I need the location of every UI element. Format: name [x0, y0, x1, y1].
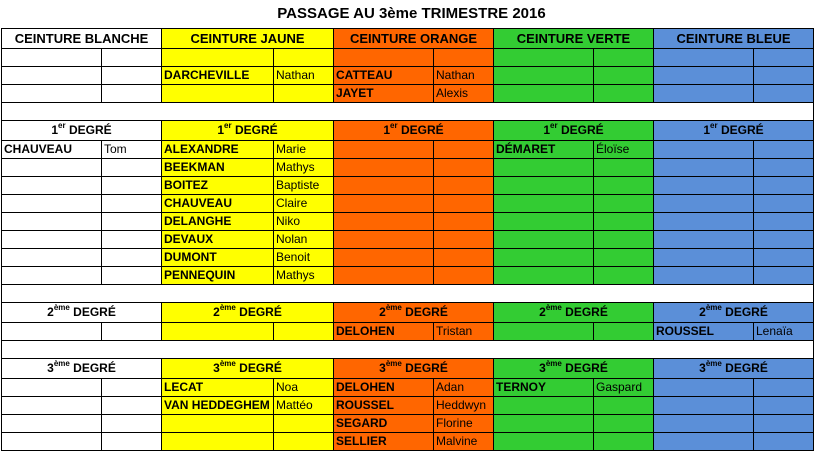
degree-number: 2: [379, 305, 386, 319]
degree-word: DEGRÉ: [234, 123, 278, 137]
student-firstname: [434, 177, 494, 195]
student-firstname: [102, 231, 162, 249]
student-lastname: [494, 433, 594, 451]
student-lastname: [654, 267, 754, 285]
belt-header-row: [2, 29, 814, 49]
student-lastname: [2, 213, 102, 231]
student-lastname: SEGARD: [334, 415, 434, 433]
student-row: [2, 267, 814, 285]
degree-header-row: [2, 359, 814, 379]
student-firstname: [434, 159, 494, 177]
student-firstname: [754, 195, 814, 213]
student-row: [2, 323, 814, 341]
student-lastname: [162, 415, 274, 433]
degree-suffix: ème: [53, 303, 70, 312]
student-row: [2, 67, 814, 85]
belt-header-white: CEINTURE BLANCHE: [2, 29, 162, 49]
student-firstname: [274, 433, 334, 451]
student-lastname: ROUSSEL: [334, 397, 434, 415]
student-firstname: [754, 267, 814, 285]
student-lastname: [2, 379, 102, 397]
degree-header-cell: [494, 359, 654, 379]
student-lastname: [2, 67, 102, 85]
student-lastname: TERNOY: [494, 379, 594, 397]
degree-word: DEGRÉ: [405, 305, 448, 319]
student-lastname: [162, 433, 274, 451]
degree-word: DEGRÉ: [405, 361, 448, 375]
degree-word: DEGRÉ: [565, 305, 608, 319]
student-lastname: [654, 67, 754, 85]
student-lastname: [654, 379, 754, 397]
student-firstname: [594, 177, 654, 195]
student-firstname: [754, 213, 814, 231]
degree-word: DEGRÉ: [73, 361, 116, 375]
student-firstname: [594, 213, 654, 231]
student-firstname: [102, 267, 162, 285]
student-lastname: [494, 195, 594, 213]
degree-header-cell: [654, 121, 814, 141]
student-firstname: Baptiste: [274, 177, 334, 195]
student-lastname: DEVAUX: [162, 231, 274, 249]
student-lastname: [2, 177, 102, 195]
student-firstname: [754, 177, 814, 195]
degree-header-cell: [2, 359, 162, 379]
student-lastname: [494, 159, 594, 177]
spacer-row: [2, 103, 814, 121]
student-lastname: [162, 323, 274, 341]
degree-suffix: ème: [219, 359, 236, 368]
belt-header-green: CEINTURE VERTE: [494, 29, 654, 49]
degree-suffix: ème: [219, 303, 236, 312]
degree-suffix: ème: [705, 303, 722, 312]
student-lastname: [162, 85, 274, 103]
page-title: PASSAGE AU 3ème TRIMESTRE 2016: [277, 5, 546, 22]
student-firstname: Nathan: [434, 67, 494, 85]
student-lastname: PENNEQUIN: [162, 267, 274, 285]
degree-header-cell: [494, 303, 654, 323]
student-lastname: [2, 249, 102, 267]
student-firstname: [274, 323, 334, 341]
student-row: [2, 249, 814, 267]
student-firstname: Florine: [434, 415, 494, 433]
student-lastname: [494, 67, 594, 85]
student-firstname: Gaspard: [594, 379, 654, 397]
student-firstname: [102, 433, 162, 451]
student-firstname: [434, 141, 494, 159]
student-lastname: [654, 195, 754, 213]
student-firstname: [102, 85, 162, 103]
student-row: [2, 415, 814, 433]
student-lastname: [2, 195, 102, 213]
student-lastname: [2, 397, 102, 415]
student-firstname: [754, 249, 814, 267]
student-firstname: [102, 195, 162, 213]
student-lastname: [494, 231, 594, 249]
degree-word: DEGRÉ: [725, 361, 768, 375]
student-firstname: [274, 85, 334, 103]
belt-header-blue: CEINTURE BLEUE: [654, 29, 814, 49]
belt-grade-table: [1, 28, 814, 451]
student-lastname: [2, 267, 102, 285]
student-firstname: [594, 267, 654, 285]
degree-suffix: ème: [705, 359, 722, 368]
student-lastname: ALEXANDRE: [162, 141, 274, 159]
student-lastname: DARCHEVILLE: [162, 67, 274, 85]
degree-number: 1: [217, 123, 225, 137]
degree-number: 2: [539, 305, 546, 319]
degree-number: 3: [47, 361, 54, 375]
student-firstname: [434, 249, 494, 267]
student-firstname: [102, 397, 162, 415]
student-firstname: [754, 85, 814, 103]
student-row: [2, 141, 814, 159]
student-firstname: [754, 231, 814, 249]
student-firstname: [274, 415, 334, 433]
student-row: [2, 159, 814, 177]
student-firstname: [754, 67, 814, 85]
student-row: [2, 397, 814, 415]
degree-suffix: er: [58, 121, 66, 130]
student-firstname: [754, 159, 814, 177]
student-lastname: [334, 159, 434, 177]
student-lastname: [334, 177, 434, 195]
degree-header-cell: [494, 121, 654, 141]
student-firstname: [102, 415, 162, 433]
degree-word: DEGRÉ: [239, 305, 282, 319]
degree-suffix: ème: [53, 359, 70, 368]
student-firstname: [594, 195, 654, 213]
student-lastname: [2, 415, 102, 433]
student-firstname: Heddwyn: [434, 397, 494, 415]
student-lastname: LECAT: [162, 379, 274, 397]
student-firstname: [102, 177, 162, 195]
student-firstname: Marie: [274, 141, 334, 159]
degree-header-cell: [162, 359, 334, 379]
student-row: [2, 213, 814, 231]
student-firstname: [594, 159, 654, 177]
student-firstname: [434, 195, 494, 213]
student-firstname: Nolan: [274, 231, 334, 249]
degree-word: DEGRÉ: [560, 123, 604, 137]
student-row: [2, 49, 814, 67]
student-firstname: [102, 159, 162, 177]
student-lastname: CHAUVEAU: [2, 141, 102, 159]
spacer-cell: [2, 341, 814, 359]
degree-number: 3: [539, 361, 546, 375]
student-lastname: [654, 231, 754, 249]
student-lastname: SELLIER: [334, 433, 434, 451]
student-lastname: DÉMARET: [494, 141, 594, 159]
student-lastname: [494, 415, 594, 433]
student-firstname: Lenaïa: [754, 323, 814, 341]
student-lastname: [654, 177, 754, 195]
student-lastname: [494, 85, 594, 103]
degree-suffix: er: [550, 121, 558, 130]
degree-number: 2: [213, 305, 220, 319]
student-firstname: [102, 379, 162, 397]
degree-word: DEGRÉ: [720, 123, 764, 137]
spacer-row: [2, 341, 814, 359]
student-lastname: [334, 213, 434, 231]
student-firstname: Niko: [274, 213, 334, 231]
student-firstname: [434, 213, 494, 231]
student-row: [2, 379, 814, 397]
degree-suffix: ème: [545, 303, 562, 312]
belt-header-orange: CEINTURE ORANGE: [334, 29, 494, 49]
student-firstname: Noa: [274, 379, 334, 397]
student-lastname: [494, 49, 594, 67]
student-lastname: [2, 433, 102, 451]
student-row: [2, 195, 814, 213]
student-firstname: [594, 323, 654, 341]
student-lastname: [2, 231, 102, 249]
degree-header-row: [2, 303, 814, 323]
degree-header-cell: [654, 359, 814, 379]
student-lastname: [2, 159, 102, 177]
student-firstname: [754, 397, 814, 415]
student-firstname: Benoit: [274, 249, 334, 267]
degree-number: 2: [47, 305, 54, 319]
degree-number: 3: [699, 361, 706, 375]
student-firstname: [102, 323, 162, 341]
student-lastname: [2, 49, 102, 67]
student-firstname: [594, 415, 654, 433]
degree-number: 1: [543, 123, 551, 137]
student-firstname: Éloïse: [594, 141, 654, 159]
student-lastname: BEEKMAN: [162, 159, 274, 177]
student-lastname: [654, 49, 754, 67]
degree-suffix: ème: [545, 359, 562, 368]
degree-suffix: er: [224, 121, 232, 130]
student-lastname: [654, 415, 754, 433]
degree-number: 1: [703, 123, 711, 137]
student-lastname: [494, 397, 594, 415]
student-firstname: Claire: [274, 195, 334, 213]
degree-header-cell: [162, 303, 334, 323]
degree-word: DEGRÉ: [239, 361, 282, 375]
degree-suffix: ème: [385, 359, 402, 368]
degree-number: 2: [699, 305, 706, 319]
student-firstname: Mattéo: [274, 397, 334, 415]
student-firstname: [594, 49, 654, 67]
student-lastname: BOITEZ: [162, 177, 274, 195]
student-lastname: [334, 231, 434, 249]
student-lastname: [334, 195, 434, 213]
student-lastname: [2, 85, 102, 103]
student-lastname: [654, 159, 754, 177]
student-firstname: [594, 249, 654, 267]
student-firstname: [754, 379, 814, 397]
student-firstname: Alexis: [434, 85, 494, 103]
student-firstname: Malvine: [434, 433, 494, 451]
spacer-cell: [2, 103, 814, 121]
student-firstname: [594, 433, 654, 451]
belt-header-yellow: CEINTURE JAUNE: [162, 29, 334, 49]
student-lastname: [2, 323, 102, 341]
spacer-row: [2, 285, 814, 303]
student-lastname: CATTEAU: [334, 67, 434, 85]
degree-number: 3: [213, 361, 220, 375]
degree-number: 3: [379, 361, 386, 375]
student-firstname: [594, 231, 654, 249]
student-firstname: [754, 433, 814, 451]
degree-header-cell: [162, 121, 334, 141]
student-firstname: [434, 267, 494, 285]
student-lastname: JAYET: [334, 85, 434, 103]
student-firstname: [594, 397, 654, 415]
student-firstname: [434, 231, 494, 249]
spacer-cell: [2, 285, 814, 303]
student-firstname: [102, 49, 162, 67]
student-lastname: DELOHEN: [334, 379, 434, 397]
student-lastname: VAN HEDDEGHEM: [162, 397, 274, 415]
student-lastname: DELANGHE: [162, 213, 274, 231]
student-row: [2, 433, 814, 451]
degree-word: DEGRÉ: [68, 123, 112, 137]
student-lastname: [494, 267, 594, 285]
student-lastname: ROUSSEL: [654, 323, 754, 341]
degree-number: 1: [51, 123, 59, 137]
student-firstname: [102, 249, 162, 267]
student-lastname: DUMONT: [162, 249, 274, 267]
degree-suffix: ème: [385, 303, 402, 312]
degree-header-cell: [334, 121, 494, 141]
degree-word: DEGRÉ: [73, 305, 116, 319]
student-firstname: [754, 415, 814, 433]
student-firstname: [274, 49, 334, 67]
student-row: [2, 231, 814, 249]
student-lastname: [494, 213, 594, 231]
student-firstname: [754, 141, 814, 159]
degree-number: 1: [383, 123, 391, 137]
student-lastname: [654, 213, 754, 231]
student-lastname: [334, 249, 434, 267]
student-firstname: Tom: [102, 141, 162, 159]
student-lastname: [162, 49, 274, 67]
student-lastname: [654, 397, 754, 415]
student-lastname: [494, 249, 594, 267]
student-lastname: [334, 49, 434, 67]
degree-header-cell: [654, 303, 814, 323]
degree-header-row: [2, 121, 814, 141]
degree-word: DEGRÉ: [725, 305, 768, 319]
degree-suffix: er: [710, 121, 718, 130]
student-firstname: Mathys: [274, 267, 334, 285]
degree-word: DEGRÉ: [400, 123, 444, 137]
student-row: [2, 85, 814, 103]
student-lastname: [494, 177, 594, 195]
student-lastname: CHAUVEAU: [162, 195, 274, 213]
student-lastname: [494, 323, 594, 341]
student-lastname: [334, 267, 434, 285]
student-firstname: [594, 85, 654, 103]
student-firstname: [102, 213, 162, 231]
degree-word: DEGRÉ: [565, 361, 608, 375]
student-firstname: Adan: [434, 379, 494, 397]
student-firstname: [594, 67, 654, 85]
student-lastname: [654, 433, 754, 451]
student-firstname: Tristan: [434, 323, 494, 341]
student-firstname: [434, 49, 494, 67]
degree-header-cell: [2, 303, 162, 323]
degree-header-cell: [334, 303, 494, 323]
degree-header-cell: [2, 121, 162, 141]
degree-header-cell: [334, 359, 494, 379]
student-lastname: [654, 85, 754, 103]
student-firstname: [754, 49, 814, 67]
student-row: [2, 177, 814, 195]
student-lastname: [654, 249, 754, 267]
student-firstname: Mathys: [274, 159, 334, 177]
student-lastname: DELOHEN: [334, 323, 434, 341]
student-firstname: [102, 67, 162, 85]
student-lastname: [654, 141, 754, 159]
student-firstname: Nathan: [274, 67, 334, 85]
degree-suffix: er: [390, 121, 398, 130]
student-lastname: [334, 141, 434, 159]
